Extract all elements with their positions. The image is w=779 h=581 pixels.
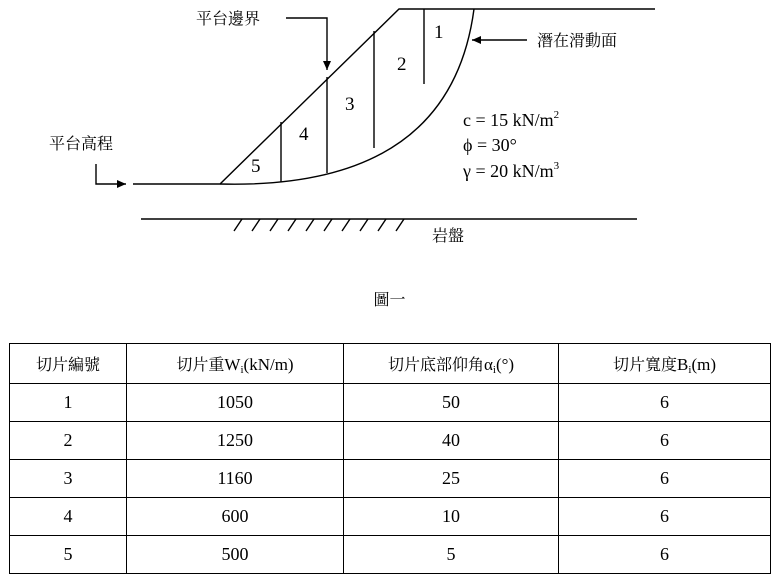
- table-cell: 5: [10, 536, 127, 574]
- table-row: [10, 536, 771, 574]
- bedrock-hatching: [234, 219, 404, 231]
- bedrock-label: 岩盤: [432, 226, 465, 245]
- table-cell: 6: [559, 422, 771, 460]
- table-cell: 6: [559, 498, 771, 536]
- column-header: 切片編號: [10, 344, 127, 384]
- table-cell: 6: [559, 536, 771, 574]
- param-unit-weight: γ = 20 $kN/m^3$: [463, 160, 560, 181]
- slice-data-table: [9, 343, 771, 574]
- table-cell: 2: [10, 422, 127, 460]
- table-cell: 4: [10, 498, 127, 536]
- table-cell: 5: [344, 536, 559, 574]
- table-cell: 6: [559, 460, 771, 498]
- column-header: 切片寬度$B_i(m)$: [559, 344, 771, 384]
- param-cohesion: c = 15 $kN/m^2$: [463, 109, 560, 130]
- table-cell: 1250: [127, 422, 344, 460]
- table-cell: 500: [127, 536, 344, 574]
- table-cell: 10: [344, 498, 559, 536]
- platform-edge-label: 平台邊界: [196, 9, 261, 28]
- platform-elevation-label: 平台高程: [49, 134, 114, 153]
- table-cell: 1: [10, 384, 127, 422]
- slice-number: 1: [434, 22, 444, 43]
- platform-elevation-arrow: [96, 164, 126, 184]
- table-cell: 25: [344, 460, 559, 498]
- table-cell: 3: [10, 460, 127, 498]
- table-row: [10, 422, 771, 460]
- table-cell: 1050: [127, 384, 344, 422]
- slice-number: 4: [299, 124, 309, 145]
- table-cell: 50: [344, 384, 559, 422]
- slice-number: 5: [251, 156, 261, 177]
- slip-surface-label: 潛在滑動面: [537, 31, 618, 50]
- table-cell: 600: [127, 498, 344, 536]
- param-friction-angle: ϕ = 30°: [463, 135, 517, 155]
- table-row: [10, 460, 771, 498]
- slice-number: 3: [345, 94, 355, 115]
- column-header: 切片重$W_i(kN/m)$: [127, 344, 344, 384]
- table-row: [10, 384, 771, 422]
- slice-number: 2: [397, 54, 407, 75]
- table-header-row: [10, 344, 771, 384]
- table-cell: 1160: [127, 460, 344, 498]
- column-header: 切片底部仰角$\alpha_i(^\circ)$: [344, 344, 559, 384]
- platform-edge-arrow: [286, 18, 327, 70]
- table-cell: 40: [344, 422, 559, 460]
- figure-caption: 圖一: [373, 290, 406, 309]
- table-cell: 6: [559, 384, 771, 422]
- table-row: [10, 498, 771, 536]
